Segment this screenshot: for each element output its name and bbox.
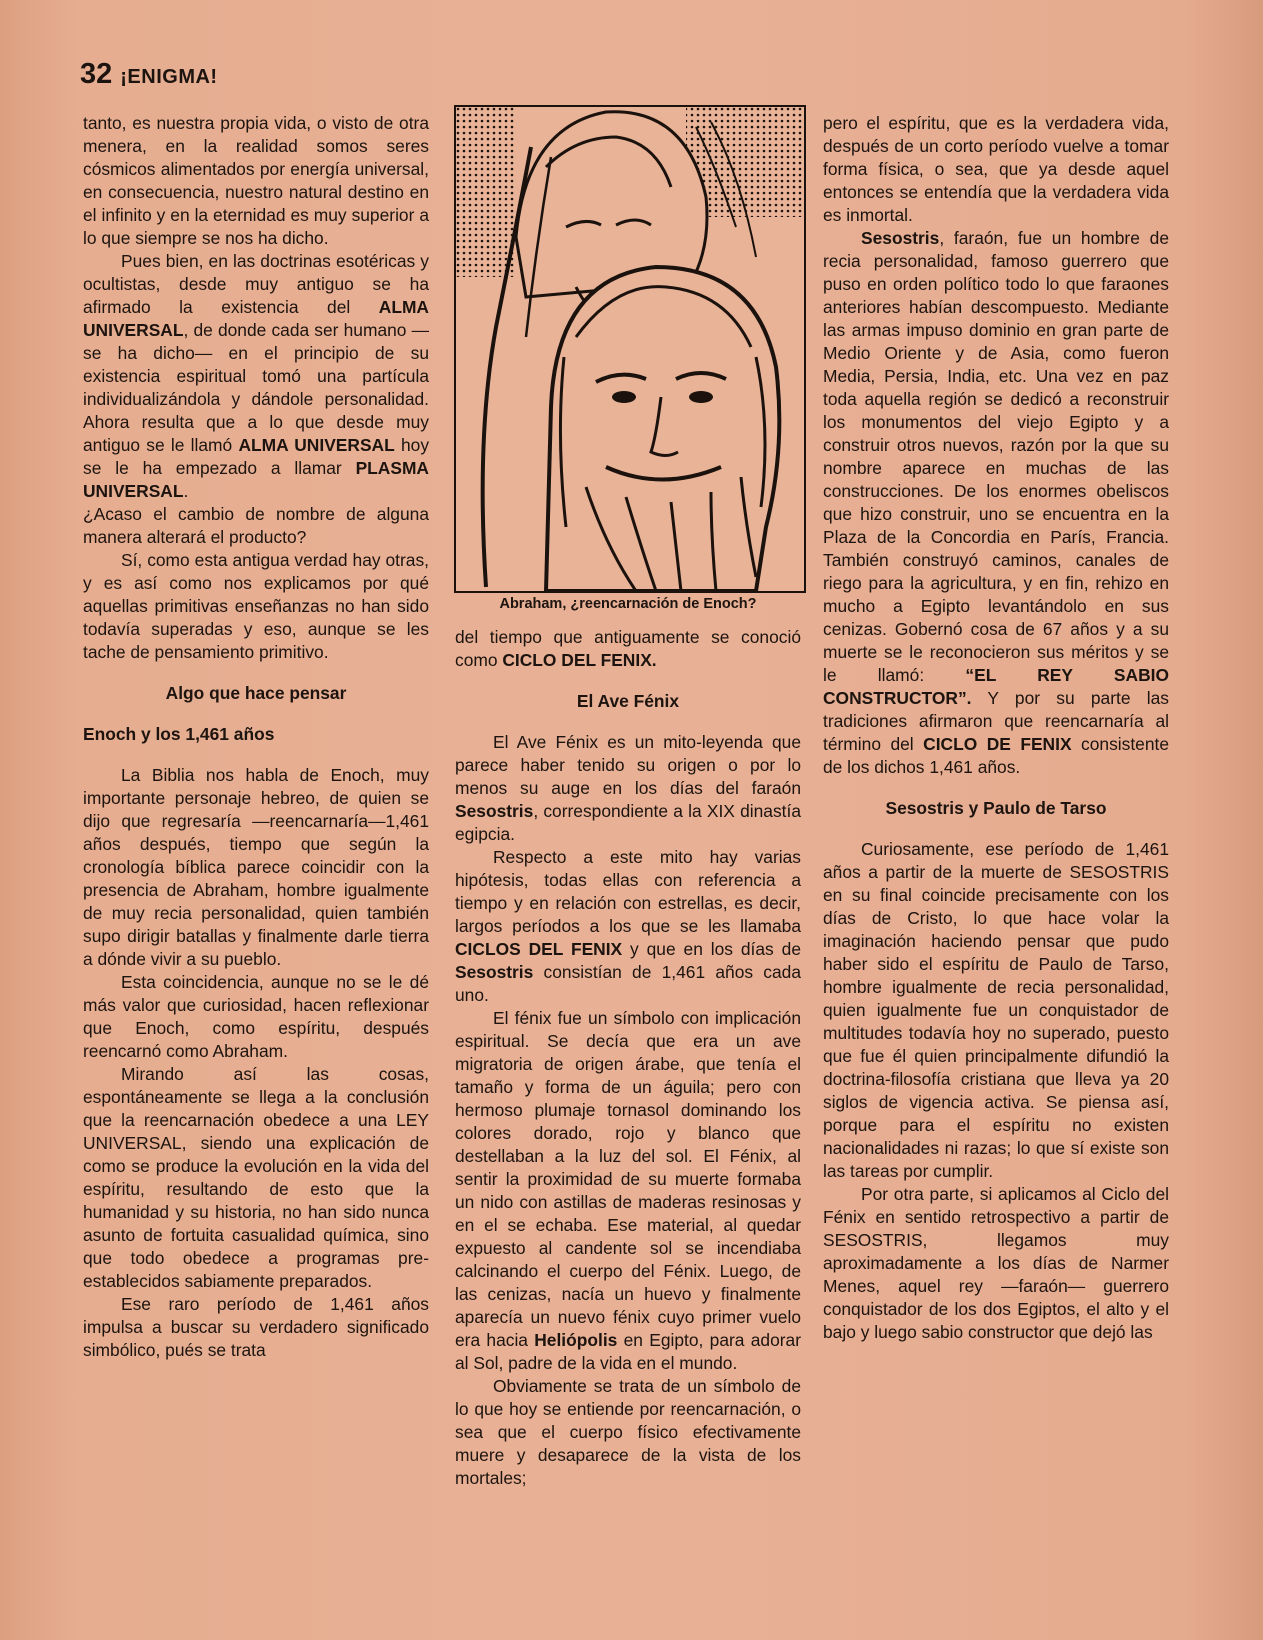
magazine-name: ¡ENIGMA! [120, 66, 218, 88]
page-number: 32 [80, 58, 113, 90]
paragraph: Respecto a este mito hay varias hipótesis, todas ellas con referencia a tiempo y en relación con estrellas, es decir, largos períodos a los que se les llamaba CICLOS DEL FENIX y que en los días de Sesostris consistían de 1,461 años cada uno. [455, 847, 801, 1005]
paragraph: La Biblia nos habla de Enoch, muy importante personaje hebreo, de quien se dijo que regresaría —reencarnaría—1,461 años después, tiempo que según la cronología bíblica parece coincidir con la presencia de Abraham, hombre igualmente de muy recia personalidad, quien también supo dirigir batallas y finalmente darle tierra a dónde vivir a su pueblo. [83, 765, 429, 969]
illustration-svg [456, 107, 804, 591]
figure-caption: Abraham, ¿reencarnación de Enoch? [499, 596, 757, 612]
section-heading: Algo que hace pensar [165, 683, 347, 703]
paragraph: El Ave Fénix es un mito-leyenda que parece haber tenido su origen o por lo menos su auge en los días del faraón Sesostris, correspondiente a la XIX dinastía egipcia. [455, 732, 801, 844]
paragraph: Esta coincidencia, aunque no se le dé más valor que curiosidad, hacen reflexionar que Enoch, como espíritu, después reencarnó como Abraham. [83, 972, 429, 1061]
column-3 [823, 112, 1169, 1344]
paragraph: Obviamente se trata de un símbolo de lo que hoy se entiende por reencarnación, o sea que el cuerpo físico efectivamente muere y desaparece de la vista de los mortales; [455, 1376, 801, 1488]
paragraph: tanto, es nuestra propia vida, o visto de otra menera, en la realidad somos seres cósmicos alimentados por energía universal, en consecuencia, nuestro natural destino en el infinito y en la eternidad es muy superior a lo que siempre se nos ha dicho. [83, 113, 429, 248]
bearded-men-illustration-icon [454, 105, 806, 593]
paragraph: ¿Acaso el cambio de nombre de alguna manera alterará el producto? [83, 504, 429, 547]
paragraph: Ese raro período de 1,461 años impulsa a buscar su verdadero significado simbólico, pués se trata [83, 1294, 429, 1360]
paragraph: del tiempo que antiguamente se conoció como CICLO DEL FENIX. [455, 627, 801, 670]
page-header [80, 58, 218, 91]
paragraph: pero el espíritu, que es la verdadera vida, después de un corto período vuelve a tomar forma física, o sea, que ya desde aquel entonces se entendía que la verdadera vida es inmortal. [823, 113, 1169, 225]
section-heading: Enoch y los 1,461 años [83, 724, 275, 744]
paragraph: El fénix fue un símbolo con implicación espiritual. Se decía que era un ave migratoria de origen árabe, que tenía el tamaño y forma de un águila; pero con hermoso plumaje tornasol dominando los colores dorado, rojo y blanco que destellaban a la luz del sol. El Fénix, al sentir la proximidad de su muerte formaba un nido con astillas de maderas resinosas y en el se echaba. Ese material, al quedar expuesto al candente sol se incendiaba calcinando el cuerpo del Fénix. Luego, de las cenizas, nacía un huevo y finalmente aparecía un nuevo fénix cuyo primer vuelo era hacia Heliópolis en Egipto, para adorar al Sol, padre de la vida en el mundo. [455, 1008, 801, 1373]
paragraph: Mirando así las cosas, espontáneamente se llega a la conclusión que la reencarnación obedece a una LEY UNIVERSAL, siendo una explicación de como se produce la evolución en la vida del espíritu, resultando de esto que la humanidad y su historia, no han sido nunca asunto de fortuita casualidad química, sino que todo obedece a programas pre-establecidos sabiamente preparados. [83, 1064, 429, 1291]
paragraph: Por otra parte, si aplicamos al Ciclo del Fénix en sentido retrospectivo a partir de SESOSTRIS, llegamos muy aproximadamente a los días de Narmer Menes, aquel rey —faraón— guerrero conquistador de los dos Egiptos, el alto y el bajo y luego sabio constructor que dejó las [823, 1184, 1169, 1342]
column-1 [83, 112, 429, 1362]
paragraph: Curiosamente, ese período de 1,461 años a partir de la muerte de SESOSTRIS en su final coincide precisamente con los días de Cristo, lo que hace volar la imaginación haciendo pensar que pudo haber sido el espíritu de Paulo de Tarso, hombre igualmente de recia personalidad, quien igualmente fue un conquistador de multitudes todavía hoy no superado, puesto que fue él quien principalmente difundió la doctrina-filosofía cristiana que lleva ya 20 siglos de vigencia activa. Se piensa así, porque para el espíritu no existen nacionalidades ni razas; lo que sí existe son las tareas por cumplir. [823, 839, 1169, 1181]
section-heading: Sesostris y Paulo de Tarso [885, 798, 1107, 818]
paragraph: Sí, como esta antigua verdad hay otras, y es así como nos explicamos por qué aquellas primitivas enseñanzas no han sido todavía superadas y eso, aunque se les tache de pensamiento primitivo. [83, 550, 429, 662]
section-heading: El Ave Fénix [576, 691, 680, 711]
paragraph: Pues bien, en las doctrinas esotéricas y ocultistas, desde muy antiguo se ha afirmado la existencia del ALMA UNIVERSAL, de donde cada ser humano —se ha dicho— en el principio de su existencia espiritual tomó una partícula individualizándola y dándole personalidad. Ahora resulta que a lo que desde muy antiguo se le llamó ALMA UNIVERSAL hoy se le ha empezado a llamar PLASMA UNIVERSAL. [83, 251, 430, 501]
paragraph: Sesostris, faraón, fue un hombre de recia personalidad, famoso guerrero que puso en orden político todo lo que faraones anteriores habían descompuesto. Mediante las armas impuso dominio en gran parte de Medio Oriente y de Asia, como fueron Media, Persia, India, etc. Una vez en paz toda aquella región se dedicó a reconstruir los monumentos del viejo Egipto y a construir otros nuevos, razón por la que su nombre aparece en muchas de las construcciones. De los enormes obeliscos que hizo construir, uno se encuentra en la Plaza de la Concordia en París, Francia. También construyó caminos, canales de riego para la agricultura, y en fin, rehizo en mucho a Egipto levantándolo en sus cenizas. Gobernó cosa de 67 años y a su muerte se le reconocieron sus méritos y se le llamó: “EL REY SABIO CONSTRUCTOR”. Y por su parte las tradiciones afirmaron que reencarnaría al término del CICLO DE FENIX consistente de los dichos 1,461 años. [823, 228, 1170, 777]
column-2 [455, 626, 801, 1490]
